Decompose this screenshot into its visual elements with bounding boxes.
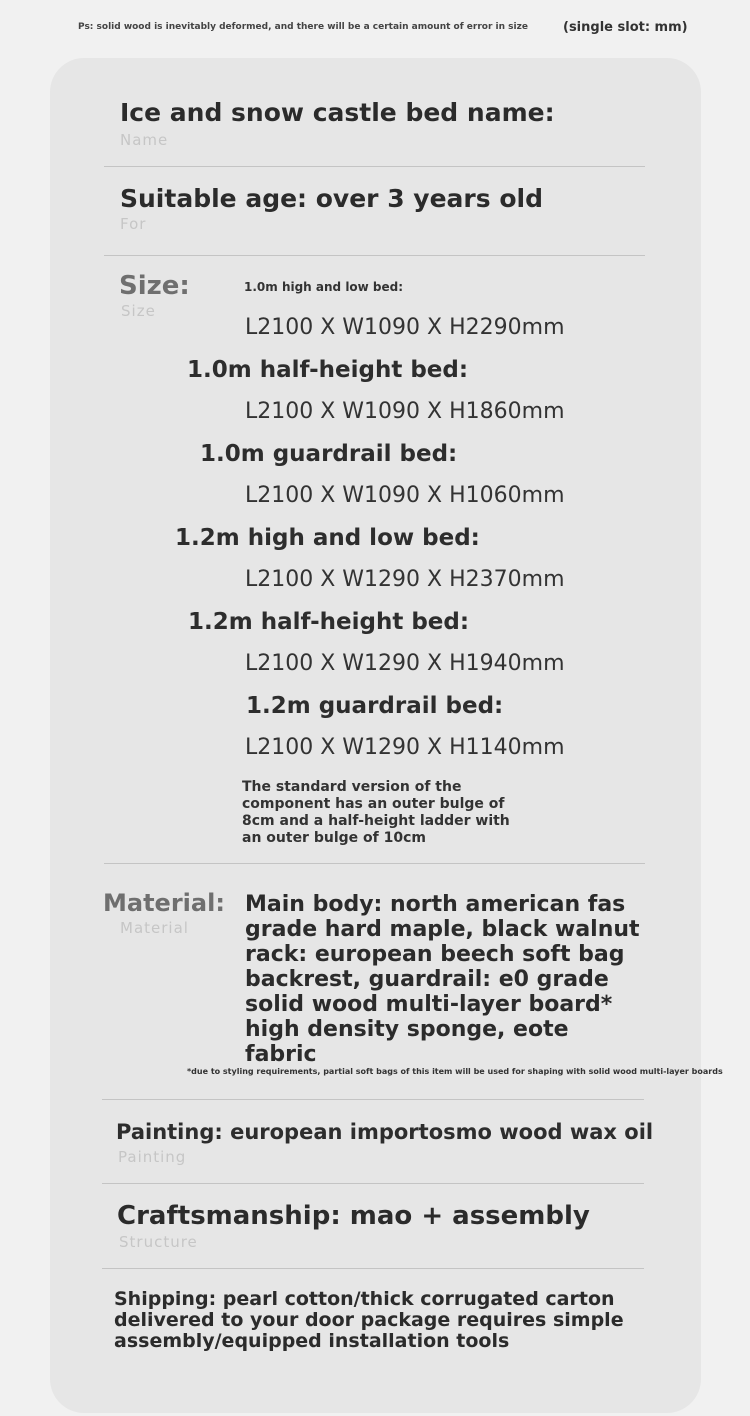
age-subtitle: For bbox=[120, 215, 147, 233]
age-title: Suitable age: over 3 years old bbox=[120, 184, 543, 213]
bed-dimensions: L2100 X W1090 X H2290mm bbox=[245, 315, 565, 340]
size-error-note: Ps: solid wood is inevitably deformed, and there will be a certain amount of error in size bbox=[78, 22, 528, 32]
material-footnote: *due to styling requirements, partial soft bags of this item will be used for shaping with solid wood multi-layer boards bbox=[187, 1067, 723, 1076]
bed-dimensions: L2100 X W1090 X H1860mm bbox=[245, 399, 565, 424]
bed-name-title: Ice and snow castle bed name: bbox=[120, 98, 555, 127]
divider bbox=[104, 863, 645, 864]
material-description: Main body: north american fas grade hard maple, black walnut rack: european beech soft bag backrest, guardrail: e0 grade solid wood multi-layer board* high density sponge, eote fabric bbox=[245, 892, 640, 1067]
bed-name-subtitle: Name bbox=[120, 131, 169, 149]
size-title: Size: bbox=[119, 271, 190, 301]
bed-type-label: 1.2m high and low bed: bbox=[175, 525, 480, 551]
bed-type-label: 1.0m high and low bed: bbox=[244, 280, 404, 294]
bed-dimensions: L2100 X W1290 X H1140mm bbox=[245, 735, 565, 760]
bed-type-label: 1.2m half-height bed: bbox=[188, 609, 470, 635]
divider bbox=[102, 1268, 644, 1269]
unit-label: (single slot: mm) bbox=[563, 20, 688, 35]
painting-subtitle: Painting bbox=[118, 1148, 187, 1166]
bed-type-label: 1.2m guardrail bed: bbox=[246, 693, 504, 719]
bed-dimensions: L2100 X W1290 X H1940mm bbox=[245, 651, 565, 676]
standard-version-note: The standard version of the component has an outer bulge of 8cm and a half-height ladder with an outer bulge of 10cm bbox=[242, 779, 510, 846]
material-title: Material: bbox=[103, 889, 225, 917]
material-subtitle: Material bbox=[120, 919, 189, 937]
shipping-description: Shipping: pearl cotton/thick corrugated carton delivered to your door package requires simple assembly/equipped installation tools bbox=[114, 1288, 624, 1352]
bed-dimensions: L2100 X W1290 X H2370mm bbox=[245, 567, 565, 592]
divider bbox=[104, 166, 645, 167]
bed-dimensions: L2100 X W1090 X H1060mm bbox=[245, 483, 565, 508]
painting-title: Painting: european importosmo wood wax oil bbox=[116, 1120, 654, 1144]
size-subtitle: Size bbox=[121, 302, 156, 320]
divider bbox=[104, 255, 645, 256]
divider bbox=[102, 1099, 644, 1100]
craftsmanship-subtitle: Structure bbox=[119, 1233, 198, 1251]
craftsmanship-title: Craftsmanship: mao + assembly bbox=[117, 1201, 590, 1231]
bed-type-label: 1.0m half-height bed: bbox=[187, 357, 469, 383]
divider bbox=[102, 1183, 644, 1184]
bed-type-label: 1.0m guardrail bed: bbox=[200, 441, 458, 467]
